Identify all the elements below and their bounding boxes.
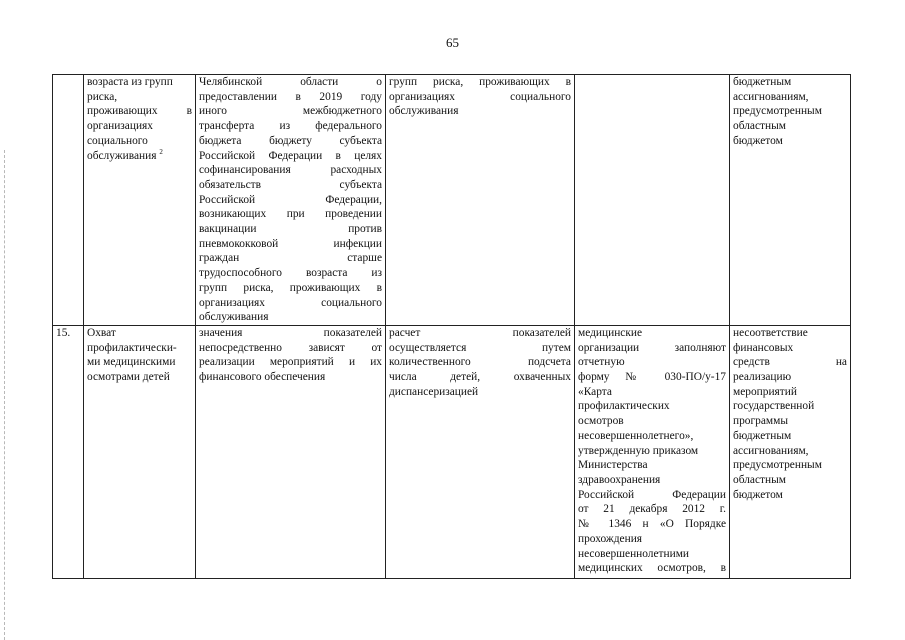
cell-text: диспансеризацией (389, 385, 479, 398)
cell-line (87, 355, 192, 370)
table-row (53, 325, 851, 578)
cell-text: трансферта из федерального (199, 120, 382, 133)
cell-line (733, 134, 847, 149)
cell-text: утвержденную приказом (578, 444, 699, 457)
cell-line (199, 310, 382, 325)
cell-line (578, 473, 726, 488)
cell-text: возникающих при проведении (199, 208, 382, 221)
cell-text: Российской Федерации, (199, 193, 382, 206)
cell-text: обслуживания (389, 105, 459, 118)
cell-line (733, 458, 847, 473)
cell-line (578, 385, 726, 400)
cell-text: программы (733, 415, 788, 428)
cell-text: государственной (733, 400, 815, 413)
cell-text: трудоспособного возраста из (199, 267, 382, 280)
data-source-cell (575, 75, 730, 326)
cell-line (733, 370, 847, 385)
cell-text: осмотрами детей (87, 371, 170, 384)
cell-text: профилактически- (87, 341, 177, 354)
cell-line (87, 90, 192, 105)
cell-line (578, 399, 726, 414)
cell-line (87, 104, 192, 119)
cell-line (199, 104, 382, 119)
cell-text: бюджетным (733, 429, 792, 442)
cell-line (578, 370, 726, 385)
cell-text: № 1346 н «О Порядке (578, 518, 726, 531)
cell-text: предусмотренным (733, 459, 822, 472)
cell-text: обслуживания (87, 149, 157, 162)
cell-line (199, 370, 382, 385)
cell-line (389, 75, 571, 90)
cell-text: бюджета бюджету субъекта (199, 134, 382, 147)
cell-text: Российской Федерации в целях (199, 149, 382, 162)
cell-text: «Карта (578, 385, 612, 398)
cell-line (733, 414, 847, 429)
cell-text: организациях (87, 120, 153, 133)
cell-line (733, 326, 847, 341)
cell-line (199, 237, 382, 252)
cell-text: софинансирования расходных (199, 164, 382, 177)
cell-line (87, 370, 192, 385)
cell-text: вакцинации против (199, 223, 382, 236)
row-number-cell (53, 325, 84, 578)
cell-text: групп риска, проживающих в (389, 76, 571, 88)
cell-text: финансовых (733, 341, 794, 354)
cell-line (87, 149, 192, 164)
cell-text: граждан старше (199, 252, 382, 265)
cell-text: здравоохранения (578, 473, 661, 486)
table-row (53, 75, 851, 326)
cell-line (733, 341, 847, 356)
cell-text: мероприятий (733, 385, 797, 398)
cell-text: проживающих в (87, 105, 192, 118)
cell-line (733, 75, 847, 90)
cell-line (733, 444, 847, 459)
cell-line (389, 90, 571, 105)
margin-fold-line (4, 150, 5, 640)
cell-line (578, 414, 726, 429)
cell-line (199, 149, 382, 164)
cell-text: риска, (87, 90, 118, 103)
cell-text: иного межбюджетного (199, 105, 382, 118)
cell-line (733, 355, 847, 370)
cell-text: бюджетным (733, 76, 792, 88)
cell-line (389, 385, 571, 400)
cell-text: медицинские (578, 326, 643, 339)
cell-text: реализации мероприятий и их (199, 356, 382, 369)
cell-text: организации заполняют (578, 341, 726, 354)
cell-line (199, 90, 382, 105)
cell-text: областным (733, 120, 786, 133)
cell-text: несовершеннолетними (578, 547, 690, 560)
method-cell (386, 325, 575, 578)
cell-text: Российской Федерации (578, 488, 726, 501)
cell-line (199, 163, 382, 178)
cell-text: пневмококковой инфекции (199, 237, 382, 250)
cell-line (578, 355, 726, 370)
cell-line (733, 90, 847, 105)
cell-text: осуществляется путем (389, 341, 571, 354)
cell-line (578, 561, 726, 576)
cell-text: числа детей, охваченных (389, 371, 571, 384)
cell-line (199, 281, 382, 296)
cell-line (199, 341, 382, 356)
risks-cell (730, 325, 851, 578)
cell-line (199, 75, 382, 90)
cell-line (199, 296, 382, 311)
cell-text: бюджетом (733, 134, 783, 147)
cell-line (389, 370, 571, 385)
source-cell (196, 325, 386, 578)
row-number: 15. (56, 326, 71, 339)
data-source-cell (575, 325, 730, 578)
cell-text: организациях социального (389, 90, 571, 103)
cell-text: прохождения (578, 532, 643, 545)
cell-text: обязательств субъекта (199, 178, 382, 191)
cell-line (199, 355, 382, 370)
cell-line (199, 119, 382, 134)
cell-text: расчет показателей (389, 326, 571, 339)
cell-line (87, 134, 192, 149)
cell-line (578, 547, 726, 562)
cell-line (578, 326, 726, 341)
cell-line (733, 429, 847, 444)
cell-line (87, 326, 192, 341)
cell-text: несоответствие (733, 326, 808, 339)
indicator-cell (84, 325, 196, 578)
cell-text: медицинских осмотров, в (578, 562, 726, 575)
cell-text: бюджетом (733, 488, 783, 501)
cell-line (578, 341, 726, 356)
cell-line (87, 75, 192, 90)
cell-line (199, 251, 382, 266)
cell-text: ассигнованиям, (733, 90, 809, 103)
cell-text: финансового обеспечения (199, 371, 326, 384)
cell-line (389, 326, 571, 341)
cell-line (578, 532, 726, 547)
cell-line (87, 341, 192, 356)
cell-line (389, 355, 571, 370)
indicators-table (52, 74, 851, 579)
cell-line (389, 104, 571, 119)
cell-text: областным (733, 473, 786, 486)
cell-text: групп риска, проживающих в (199, 281, 382, 294)
cell-line (199, 134, 382, 149)
footnote-marker: 2 (159, 147, 163, 156)
cell-text: обслуживания (199, 311, 269, 324)
cell-line (578, 502, 726, 517)
cell-text: от 21 декабря 2012 г. (578, 503, 726, 516)
cell-line (199, 326, 382, 341)
cell-line (733, 385, 847, 400)
cell-line (87, 119, 192, 134)
indicator-cell (84, 75, 196, 326)
cell-line (733, 473, 847, 488)
cell-line (578, 429, 726, 444)
cell-line (389, 341, 571, 356)
cell-text: организациях социального (199, 296, 382, 309)
cell-line (733, 119, 847, 134)
cell-line (199, 193, 382, 208)
row-number-cell (53, 75, 84, 326)
page-number: 65 (446, 35, 459, 50)
cell-text: количественного подсчета (389, 356, 571, 369)
cell-line (199, 178, 382, 193)
cell-text: Министерства (578, 459, 648, 472)
cell-line (733, 488, 847, 503)
cell-line (733, 399, 847, 414)
cell-text: профилактических (578, 400, 670, 413)
risks-cell (730, 75, 851, 326)
cell-text: несовершеннолетнего», (578, 429, 694, 442)
cell-text: форму № 030-ПО/у-17 (578, 371, 726, 384)
cell-line (199, 222, 382, 237)
cell-text: непосредственно зависят от (199, 341, 382, 354)
cell-text: реализацию (733, 371, 792, 384)
cell-text: социального (87, 134, 148, 147)
cell-text: предусмотренным (733, 105, 822, 118)
cell-line (578, 488, 726, 503)
source-cell (196, 75, 386, 326)
cell-text: значения показателей (199, 326, 382, 339)
cell-line (199, 266, 382, 281)
cell-line (578, 458, 726, 473)
cell-text: ми медицинскими (87, 356, 176, 369)
cell-text: средств на (733, 356, 847, 369)
method-cell (386, 75, 575, 326)
cell-line (578, 444, 726, 459)
cell-text: осмотров (578, 415, 624, 428)
cell-line (578, 517, 726, 532)
cell-text: отчетную (578, 356, 625, 369)
cell-text: возраста из групп (87, 76, 173, 88)
cell-text: Охват (87, 326, 116, 339)
cell-line (733, 104, 847, 119)
cell-text: ассигнованиям, (733, 444, 809, 457)
cell-text: предоставлении в 2019 году (199, 90, 382, 103)
cell-text: Челябинской области о (199, 76, 382, 88)
cell-line (199, 207, 382, 222)
